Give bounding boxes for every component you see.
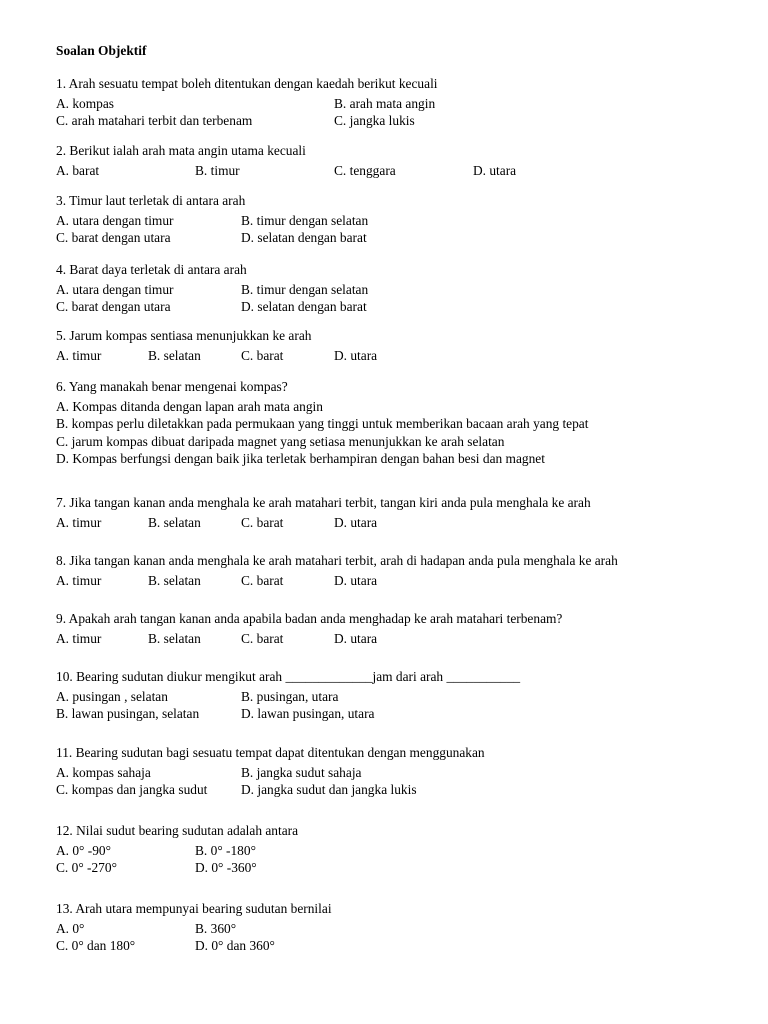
answer-option: D. 0° -360° (195, 860, 257, 875)
question-5 (56, 327, 756, 364)
answer-option: B. selatan (148, 572, 201, 588)
answer-option: A. timur (56, 572, 102, 588)
answer-option: A. timur (56, 514, 102, 530)
option-row (56, 281, 756, 299)
option-row (56, 920, 756, 938)
answer-option: C. 0° -270° (56, 860, 117, 875)
answer-option: B. selatan (148, 514, 201, 530)
answer-option: C. barat (241, 630, 284, 646)
answer-option: C. kompas dan jangka sudut (56, 782, 208, 797)
answer-option: B. selatan (148, 347, 201, 363)
option-row (56, 95, 756, 113)
answer-option: D. lawan pusingan, utara (241, 706, 375, 721)
answer-option: B. arah mata angin (334, 95, 436, 111)
answer-option: A. Kompas ditanda dengan lapan arah mata angin (56, 398, 323, 414)
question-11 (56, 744, 756, 799)
answer-option: C. barat dengan utara (56, 299, 171, 314)
question-stem: 12. Nilai sudut bearing sudutan adalah antara (56, 823, 299, 838)
answer-option: C. jarum kompas dibuat daripada magnet yang setiasa menunjukkan ke arah selatan (56, 433, 505, 449)
answer-option: B. pusingan, utara (241, 688, 339, 704)
answer-option: D. utara (473, 162, 517, 178)
question-stem: 7. Jika tangan kanan anda menghala ke arah matahari terbit, tangan kiri anda pula menghala ke arah (56, 495, 591, 510)
option-row (56, 781, 756, 799)
answer-option: A. kompas sahaja (56, 764, 151, 780)
answer-option: A. timur (56, 630, 102, 646)
answer-option: B. timur dengan selatan (241, 212, 369, 228)
question-6 (56, 378, 756, 468)
option-row (56, 630, 756, 648)
question-stem: 2. Berikut ialah arah mata angin utama kecuali (56, 143, 306, 158)
question-4 (56, 261, 756, 316)
option-row (56, 937, 756, 955)
option-row (56, 347, 756, 365)
option-row (56, 705, 756, 723)
answer-option: D. 0° dan 360° (195, 938, 275, 953)
answer-option: C. arah matahari terbit dan terbenam (56, 113, 253, 128)
question-stem: 6. Yang manakah benar mengenai kompas? (56, 379, 288, 394)
answer-option: B. timur dengan selatan (241, 281, 369, 297)
answer-option: D. selatan dengan barat (241, 230, 367, 245)
question-stem: 1. Arah sesuatu tempat boleh ditentukan dengan kaedah berikut kecuali (56, 76, 438, 91)
answer-option: B. jangka sudut sahaja (241, 764, 362, 780)
answer-option: C. barat (241, 347, 284, 363)
question-stem: 11. Bearing sudutan bagi sesuatu tempat dapat ditentukan dengan menggunakan (56, 745, 485, 760)
question-10 (56, 668, 756, 723)
answer-option: D. utara (334, 347, 378, 363)
question-stem: 5. Jarum kompas sentiasa menunjukkan ke arah (56, 328, 312, 343)
answer-option: B. 360° (195, 920, 237, 936)
answer-option: A. barat (56, 162, 100, 178)
answer-option: D. Kompas berfungsi dengan baik jika terletak berhampiran dengan bahan besi dan magnet (56, 451, 545, 466)
question-7 (56, 494, 756, 531)
answer-option: D. selatan dengan barat (241, 299, 367, 314)
option-row (56, 398, 756, 416)
answer-option: D. utara (334, 572, 378, 588)
question-stem: 10. Bearing sudutan diukur mengikut arah _____________jam dari arah ___________ (56, 669, 521, 684)
answer-option: A. 0° (56, 920, 85, 936)
answer-option: B. kompas perlu diletakkan pada permukaan yang tinggi untuk memberikan bacaan arah yang tepat (56, 416, 589, 431)
answer-option: A. utara dengan timur (56, 281, 174, 297)
question-8 (56, 552, 756, 589)
answer-option: C. barat (241, 572, 284, 588)
option-row (56, 162, 756, 180)
question-stem: 8. Jika tangan kanan anda menghala ke arah matahari terbit, arah di hadapan anda pula menghala ke arah (56, 553, 618, 568)
option-row (56, 450, 756, 468)
answer-option: C. tenggara (334, 162, 396, 178)
answer-option: A. pusingan , selatan (56, 688, 168, 704)
question-3 (56, 192, 756, 247)
document-title: Soalan Objektif (56, 43, 147, 58)
option-row (56, 415, 756, 433)
answer-option: B. 0° -180° (195, 842, 256, 858)
answer-option: C. 0° dan 180° (56, 938, 136, 953)
question-12 (56, 822, 756, 877)
answer-option: C. barat (241, 514, 284, 530)
option-row (56, 842, 756, 860)
option-row (56, 112, 756, 130)
question-9 (56, 610, 756, 647)
answer-option: D. utara (334, 630, 378, 646)
answer-option: C. jangka lukis (334, 113, 415, 128)
answer-option: D. jangka sudut dan jangka lukis (241, 782, 417, 797)
answer-option: D. utara (334, 514, 378, 530)
answer-option: C. barat dengan utara (56, 230, 171, 245)
option-row (56, 298, 756, 316)
question-stem: 3. Timur laut terletak di antara arah (56, 193, 246, 208)
answer-option: B. timur (195, 162, 240, 178)
option-row (56, 572, 756, 590)
question-1 (56, 75, 756, 130)
option-row (56, 514, 756, 532)
question-13 (56, 900, 756, 955)
question-2 (56, 142, 756, 179)
answer-option: B. lawan pusingan, selatan (56, 706, 200, 721)
question-stem: 9. Apakah arah tangan kanan anda apabila badan anda menghadap ke arah matahari terbenam? (56, 611, 563, 626)
option-row (56, 764, 756, 782)
option-row (56, 859, 756, 877)
answer-option: A. utara dengan timur (56, 212, 174, 228)
question-stem: 4. Barat daya terletak di antara arah (56, 262, 247, 277)
option-row (56, 229, 756, 247)
answer-option: A. 0° -90° (56, 842, 111, 858)
answer-option: B. selatan (148, 630, 201, 646)
option-row (56, 688, 756, 706)
question-stem: 13. Arah utara mempunyai bearing sudutan bernilai (56, 901, 332, 916)
answer-option: A. timur (56, 347, 102, 363)
option-row (56, 212, 756, 230)
option-row (56, 433, 756, 451)
answer-option: A. kompas (56, 95, 115, 111)
